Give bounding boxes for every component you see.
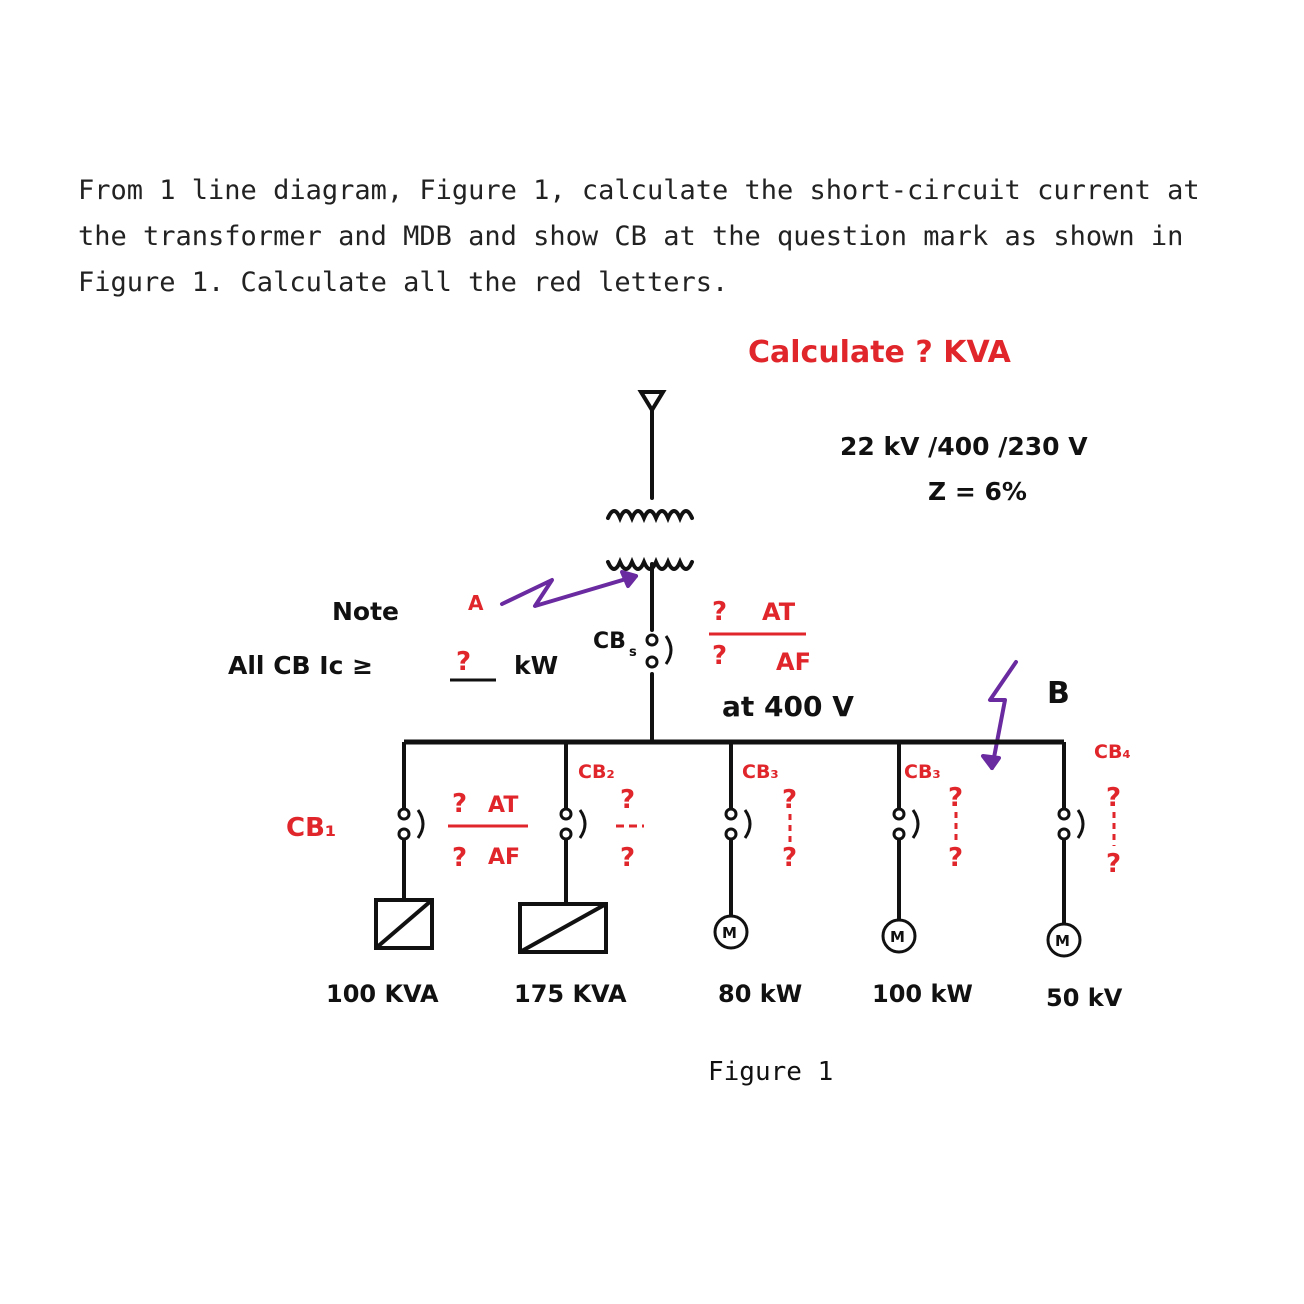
transformer-calc-prompt: Calculate ? KVA — [748, 335, 1011, 370]
branch-4-cb-label: CB₃ — [904, 761, 941, 783]
main-breaker-arc — [666, 636, 671, 664]
note-unit: kW — [514, 651, 559, 680]
question-text: From 1 line diagram, Figure 1, calculate the short-circuit current at the transformer and MDB and show CB at the question mark as shown in Figure 1. Calculate all the red letters. — [78, 175, 1200, 298]
branch-2-load-diagonal — [520, 904, 606, 952]
fault-a-arrowhead — [622, 572, 636, 586]
main-breaker-at-value: ? — [712, 597, 728, 627]
note-blank: ? — [456, 647, 472, 677]
branch-1-cb-label: CB₁ — [286, 813, 337, 843]
branch-4-af-value: ? — [948, 843, 964, 873]
main-breaker-af-unit: AF — [776, 648, 811, 676]
branch-2-contact-top — [561, 809, 571, 819]
branch-2 — [514, 742, 644, 1008]
branch-5-arc — [1078, 810, 1083, 838]
main-breaker-at-unit: AT — [762, 598, 796, 626]
branch-2-load-rating: 175 KVA — [514, 980, 627, 1008]
main-breaker-label: CB — [593, 629, 626, 654]
fault-a-label: A — [468, 591, 484, 615]
branch-4-load-rating: 100 kW — [872, 980, 973, 1008]
bus-voltage: at 400 V — [722, 690, 854, 723]
branch-5 — [1046, 741, 1131, 1012]
main-breaker-contact-top — [647, 635, 657, 645]
transformer-impedance: Z = 6% — [928, 477, 1027, 506]
incoming-triangle — [641, 392, 663, 410]
branch-3-at-value: ? — [782, 785, 798, 815]
fault-a-arrow — [502, 572, 636, 606]
main-breaker-subscript: s — [629, 645, 637, 660]
branch-5-at-value: ? — [1106, 783, 1122, 813]
branch-1-load-rating: 100 KVA — [326, 980, 439, 1008]
note-line: All CB Ic ≥ — [228, 651, 374, 680]
branch-2-arc — [580, 810, 585, 838]
branch-3-motor-symbol: M — [722, 924, 737, 942]
branch-5-cb-label: CB₄ — [1094, 741, 1131, 763]
branch-3 — [715, 742, 802, 1008]
branch-4-motor-symbol: M — [890, 928, 905, 946]
branch-3-load-rating: 80 kW — [718, 980, 803, 1008]
note-title: Note — [332, 597, 400, 626]
fault-b-arrow — [983, 662, 1016, 768]
branch-1-contact-top — [399, 809, 409, 819]
branch-4-arc — [913, 810, 918, 838]
branch-3-af-value: ? — [782, 843, 798, 873]
branch-3-contact-bottom — [726, 829, 736, 839]
branch-2-at-value: ? — [620, 785, 636, 815]
branch-1-af-value: ? — [452, 843, 468, 873]
branch-5-contact-bottom — [1059, 829, 1069, 839]
branch-4-at-value: ? — [948, 783, 964, 813]
fault-b-label: B — [1047, 676, 1070, 711]
primary-winding — [608, 511, 692, 518]
branch-1-at-unit: AT — [488, 793, 519, 818]
transformer-symbol — [608, 392, 692, 742]
fault-a-zigzag — [502, 576, 636, 606]
branch-4-contact-bottom — [894, 829, 904, 839]
branch-4 — [872, 742, 973, 1008]
main-breaker-af-value: ? — [712, 641, 728, 671]
branch-1-arc — [418, 810, 423, 838]
fault-b-zigzag — [990, 662, 1016, 768]
branch-5-af-value: ? — [1106, 849, 1122, 879]
branch-1 — [286, 742, 528, 1008]
main-breaker-contact-bottom — [647, 657, 657, 667]
transformer-rating: 22 kV /400 /230 V — [840, 432, 1088, 461]
branch-3-cb-label: CB₃ — [742, 761, 779, 783]
branch-5-load-rating: 50 kV — [1046, 984, 1123, 1012]
branch-5-motor-symbol: M — [1055, 932, 1070, 950]
branch-2-af-value: ? — [620, 843, 636, 873]
branch-1-contact-bottom — [399, 829, 409, 839]
fault-b-arrowhead — [983, 756, 999, 768]
branch-2-cb-label: CB₂ — [578, 761, 615, 783]
branch-1-load-diagonal — [376, 900, 432, 948]
branch-1-af-unit: AF — [488, 845, 521, 870]
branch-3-arc — [745, 810, 750, 838]
branch-1-at-value: ? — [452, 789, 468, 819]
branch-3-contact-top — [726, 809, 736, 819]
branch-5-contact-top — [1059, 809, 1069, 819]
main-breaker — [647, 635, 671, 667]
branch-4-contact-top — [894, 809, 904, 819]
figure-caption: Figure 1 — [708, 1057, 834, 1087]
branch-2-contact-bottom — [561, 829, 571, 839]
